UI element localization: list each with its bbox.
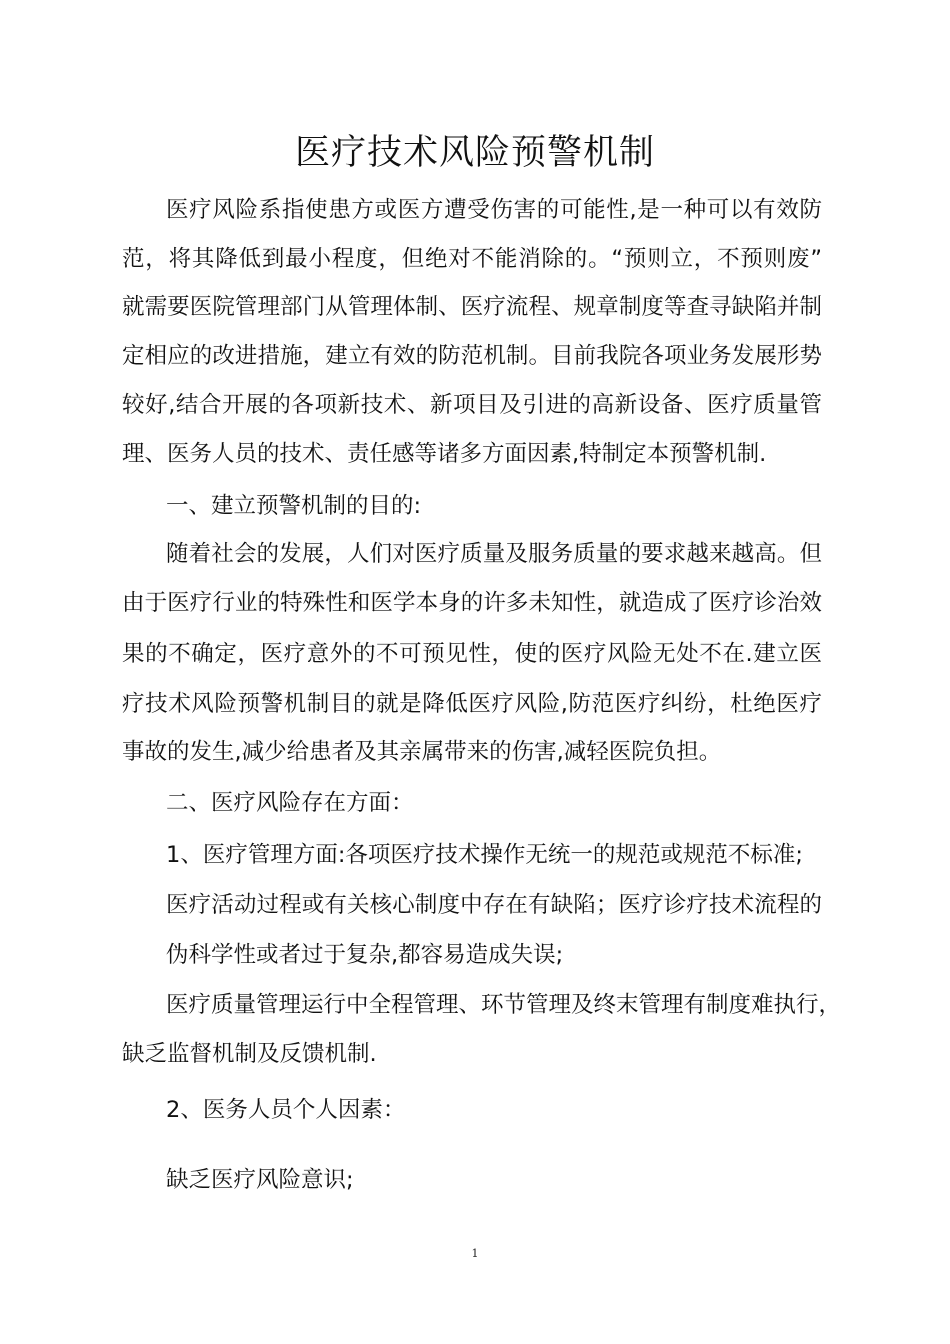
paragraph-line: 事故的发生,减少给患者及其亲属带来的伤害,减轻医院负担。: [122, 739, 722, 765]
list-item-line: 缺乏监督机制及反馈机制.: [122, 1041, 377, 1067]
paragraph-line: 较好,结合开展的各项新技术、新项目及引进的高新设备、医疗质量管: [122, 392, 822, 418]
paragraph-line: 定相应的改进措施，建立有效的防范机制。目前我院各项业务发展形势: [122, 343, 822, 369]
list-item-line: 缺乏医疗风险意识;: [166, 1167, 354, 1193]
page-number: 1: [471, 1247, 479, 1260]
list-item-line: 伪科学性或者过于复杂,都容易造成失误;: [166, 942, 564, 968]
document-title: 医疗技术风险预警机制: [294, 133, 655, 173]
paragraph-line: 由于医疗行业的特殊性和医学本身的许多未知性，就造成了医疗诊治效: [122, 590, 822, 616]
paragraph-line: 就需要医院管理部门从管理体制、医疗流程、规章制度等查寻缺陷并制: [122, 294, 822, 320]
paragraph-line: 医疗风险系指使患方或医方遭受伤害的可能性,是一种可以有效防: [166, 197, 822, 223]
paragraph-line: 范，将其降低到最小程度，但绝对不能消除的。“预则立，不预则废”: [122, 246, 822, 272]
paragraph-line: 疗技术风险预警机制目的就是降低医疗风险,防范医疗纠纷，杜绝医疗: [122, 691, 822, 717]
section-heading: 二、医疗风险存在方面：: [166, 790, 414, 816]
paragraph-line: 果的不确定，医疗意外的不可预见性，使的医疗风险无处不在.建立医: [122, 641, 822, 667]
list-item-line: 医疗活动过程或有关核心制度中存在有缺陷；医疗诊疗技术流程的: [166, 892, 822, 918]
section-heading: 一、建立预警机制的目的:: [166, 493, 422, 519]
list-item-line: 1、医疗管理方面:各项医疗技术操作无统一的规范或规范不标准;: [166, 842, 803, 868]
paragraph-line: 理、医务人员的技术、责任感等诸多方面因素,特制定本预警机制.: [122, 441, 767, 467]
list-item-line: 医疗质量管理运行中全程管理、环节管理及终末管理有制度难执行，: [166, 992, 842, 1018]
paragraph-line: 随着社会的发展，人们对医疗质量及服务质量的要求越来越高。但: [166, 541, 822, 567]
list-item-line: 2、医务人员个人因素：: [166, 1097, 406, 1123]
